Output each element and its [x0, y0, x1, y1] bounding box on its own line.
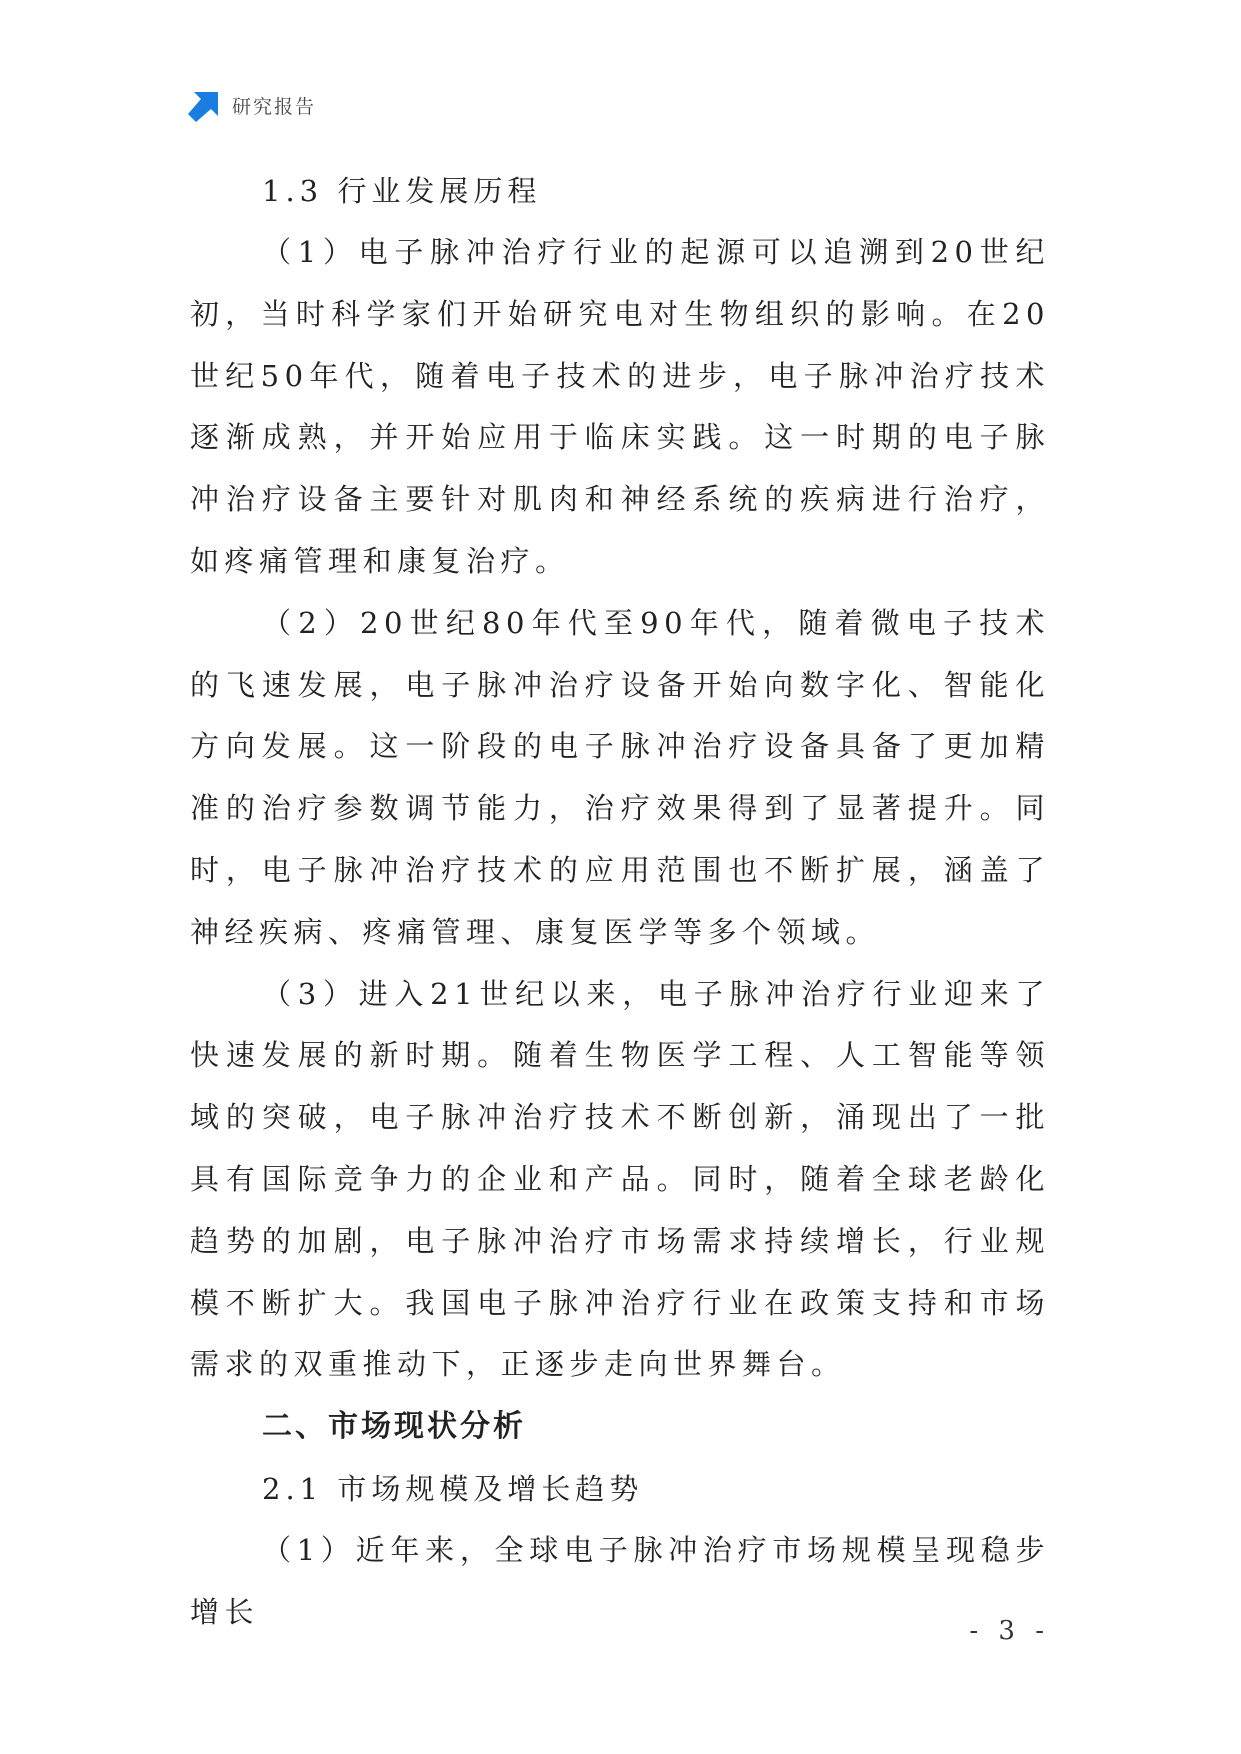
section-heading-2-1: 2.1 市场规模及增长趋势 — [262, 1472, 644, 1507]
header-title: 研究报告 — [232, 95, 317, 118]
section-heading-1-3: 1.3 行业发展历程 — [262, 174, 542, 208]
page-number: - 3 - — [969, 1616, 1050, 1646]
paragraph: （1）电子脉冲治疗行业的起源可以追溯到20世纪初，当时科学家们开始研究电对生物组织的影响。在20世纪50年代，随着电子技术的进步，电子脉冲治疗技术逐渐成熟，并开始应用于临床实践。这一时期的电子脉冲治疗设备主要针对肌肉和神经系统的疾病进行治疗，如疼痛管理和康复治疗。 — [190, 235, 1050, 578]
page-header — [188, 88, 316, 122]
paragraph: （2）20世纪80年代至90年代，随着微电子技术的飞速发展，电子脉冲治疗设备开始向数字化、智能化方向发展。这一阶段的电子脉冲治疗设备具备了更加精准的治疗参数调节能力，治疗效果得到了显著提升。同时，电子脉冲治疗技术的应用范围也不断扩展，涵盖了神经疾病、疼痛管理、康复医学等多个领域。 — [190, 605, 1050, 949]
arrow-up-right-icon — [188, 88, 222, 122]
chapter-heading-2: 二、市场现状分析 — [262, 1409, 526, 1445]
document-body — [190, 160, 1050, 1644]
paragraph: （1）近年来，全球电子脉冲治疗市场规模呈现稳步增长 — [190, 1533, 1050, 1629]
paragraph: （3）进入21世纪以来，电子脉冲治疗行业迎来了快速发展的新时期。随着生物医学工程、人工智能等领域的突破，电子脉冲治疗技术不断创新，涌现出了一批具有国际竞争力的企业和产品。同时，随着全球老龄化趋势的加剧，电子脉冲治疗市场需求持续增长，行业规模不断扩大。我国电子脉冲治疗行业在政策支持和市场需求的双重推动下，正逐步走向世界舞台。 — [190, 976, 1050, 1382]
